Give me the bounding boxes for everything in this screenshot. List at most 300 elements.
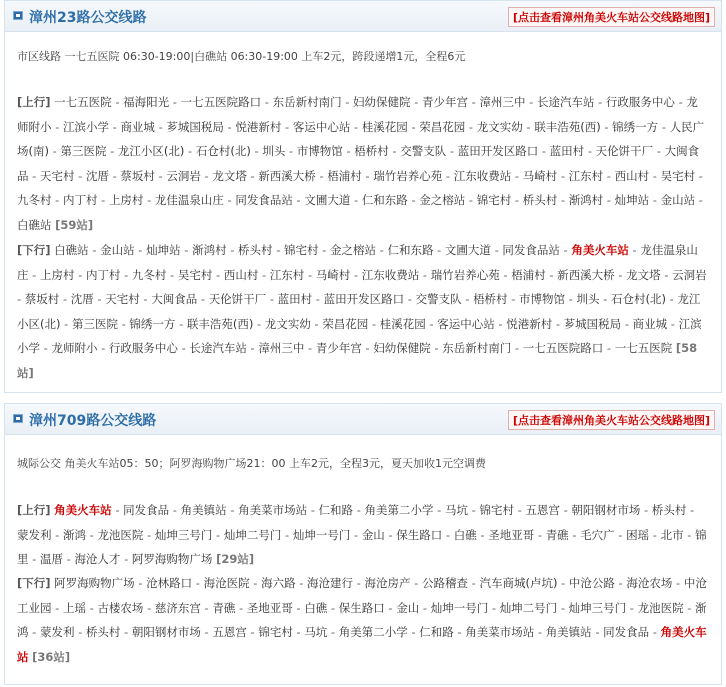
- stop-link[interactable]: 角美镇站: [545, 625, 592, 640]
- stop-separator: -: [410, 95, 423, 109]
- stop-link[interactable]: 龙佳温泉山庄: [17, 243, 698, 282]
- stop-separator: -: [599, 292, 611, 307]
- stop-separator: -: [499, 267, 512, 282]
- stop-link[interactable]: 白礁: [453, 527, 477, 542]
- stop-separator: -: [600, 119, 613, 134]
- stop-link[interactable]: 金山: [396, 600, 420, 615]
- stop-separator: -: [674, 95, 687, 109]
- stop-link[interactable]: 五恩宫: [525, 503, 560, 517]
- stop-link[interactable]: 海沧建行: [307, 576, 354, 590]
- stop-link[interactable]: 吴宅村: [177, 267, 213, 282]
- stop-separator: -: [538, 144, 550, 159]
- stop-link[interactable]: 仁和路: [419, 625, 454, 640]
- stop-link[interactable]: 大闽食品: [151, 292, 198, 307]
- stop-separator: -: [353, 576, 365, 590]
- stop-link[interactable]: 梧浦村: [511, 267, 546, 282]
- stop-link[interactable]: 龙江小区(北): [17, 292, 701, 331]
- stop-separator: -: [660, 267, 673, 282]
- stop-link[interactable]: 朝阳钢材市场: [571, 503, 641, 517]
- stop-separator: -: [534, 527, 546, 542]
- route-23-map-link[interactable]: [点击查看漳州角美火车站公交线路地图]: [508, 7, 715, 27]
- stop-link[interactable]: 石仓村(北): [195, 144, 251, 159]
- stop-separator: -: [134, 243, 147, 257]
- stop-link[interactable]: 角美火车站: [571, 243, 629, 257]
- stop-link[interactable]: 马崎村: [522, 168, 558, 183]
- stop-link[interactable]: 保生路口: [338, 600, 385, 615]
- stop-link[interactable]: 锦宅村: [476, 193, 512, 208]
- stop-link[interactable]: 金山: [361, 527, 385, 542]
- stop-separator: -: [559, 503, 572, 517]
- stop-separator: -: [342, 144, 355, 159]
- stop-separator: -: [108, 168, 121, 183]
- stop-link[interactable]: 仁和路: [318, 503, 354, 517]
- stop-link[interactable]: 上房村: [108, 193, 144, 208]
- stop-separator: -: [60, 316, 72, 331]
- stop-link[interactable]: 桥头村: [85, 625, 121, 640]
- stop-separator: -: [407, 625, 420, 640]
- stop-link[interactable]: 江东村: [269, 267, 305, 282]
- stop-link[interactable]: 内丁村: [62, 193, 98, 208]
- stop-link[interactable]: 角美第二小学: [364, 503, 434, 517]
- stop-link[interactable]: 江东收费站: [361, 267, 420, 282]
- stop-link[interactable]: 蓝田村: [549, 144, 585, 159]
- stop-separator: -: [223, 119, 236, 134]
- stop-link[interactable]: 角美菜市场站: [465, 625, 535, 640]
- stop-link[interactable]: 海沧农场: [626, 576, 673, 590]
- stop-link[interactable]: 长途汽车站: [536, 95, 595, 109]
- stop-link[interactable]: 一七五医院: [614, 341, 673, 356]
- stop-link[interactable]: 一七五医院路口: [180, 95, 262, 109]
- stop-link[interactable]: 海六路: [261, 576, 296, 590]
- stop-link[interactable]: 同发食品: [123, 503, 170, 517]
- stop-separator: -: [154, 119, 167, 134]
- stop-separator: -: [180, 243, 193, 257]
- stop-separator: -: [557, 193, 569, 208]
- stop-link[interactable]: 仁和东路: [361, 193, 408, 208]
- stop-link[interactable]: 灿坤一号门: [292, 527, 351, 542]
- stop-link[interactable]: 龙文塔: [626, 267, 661, 282]
- stop-link[interactable]: 沈厝: [85, 168, 109, 183]
- stop-link[interactable]: 金之榕站: [329, 243, 376, 257]
- stop-separator: -: [686, 503, 695, 517]
- stop-separator: -: [292, 193, 305, 208]
- stop-link[interactable]: 白礁站: [17, 217, 52, 232]
- stop-link[interactable]: 同发食品站: [502, 243, 560, 257]
- stop-link[interactable]: 海沧医院: [203, 576, 250, 590]
- stop-link[interactable]: 中沧工业园: [17, 576, 707, 615]
- stop-separator: -: [453, 625, 466, 640]
- stop-link[interactable]: 妇幼保健院: [373, 341, 431, 356]
- stop-link[interactable]: 妇幼保健院: [353, 95, 411, 109]
- stop-link[interactable]: 云洞岩: [166, 168, 201, 183]
- stop-link[interactable]: 金之榕站: [419, 193, 466, 208]
- stop-link[interactable]: 圳头: [262, 144, 286, 159]
- stop-link[interactable]: 联丰浩苑(西): [186, 316, 254, 331]
- stop-separator: -: [175, 316, 187, 331]
- stop-link[interactable]: 毛穴广: [580, 527, 615, 542]
- stop-link[interactable]: 灿坤一号门: [430, 600, 489, 615]
- stop-link[interactable]: 白礁站: [54, 243, 89, 257]
- stop-link[interactable]: 中沧公路: [568, 576, 615, 590]
- stop-link[interactable]: 北市: [660, 527, 684, 542]
- stop-link[interactable]: 蓝田开发区路口: [457, 144, 539, 159]
- stop-link[interactable]: 瑞竹岩养心苑: [430, 267, 500, 282]
- stop-link[interactable]: 市博物馆: [296, 144, 343, 159]
- stop-separator: -: [614, 267, 627, 282]
- stop-link[interactable]: 马崎村: [315, 267, 351, 282]
- stop-link[interactable]: 蔡坂村: [120, 168, 155, 183]
- stop-link[interactable]: 保生路口: [396, 527, 443, 542]
- stop-separator: -: [507, 292, 520, 307]
- stop-separator: -: [93, 292, 106, 307]
- stop-link[interactable]: 青礁: [212, 600, 236, 615]
- stop-link[interactable]: 沈厝: [70, 292, 94, 307]
- stop-separator: -: [350, 527, 362, 542]
- stop-link[interactable]: 青礁: [545, 527, 569, 542]
- stop-separator: -: [350, 193, 362, 208]
- stop-link[interactable]: 角美镇站: [180, 503, 227, 517]
- stop-link[interactable]: 蓝田村: [277, 292, 313, 307]
- stop-link[interactable]: 古楼农场: [97, 600, 144, 615]
- stop-separator: -: [683, 527, 696, 542]
- stop-link[interactable]: 蓝田开发区路口: [323, 292, 405, 307]
- stop-separator: -: [235, 600, 247, 615]
- stop-link[interactable]: 马坑: [444, 503, 468, 517]
- stop-link[interactable]: 灿坤站: [146, 243, 181, 257]
- stop-link[interactable]: 文圃大道: [444, 243, 491, 257]
- stop-link[interactable]: 困瑶: [626, 527, 650, 542]
- stop-link[interactable]: 金山站: [100, 243, 135, 257]
- stop-link[interactable]: 上房村: [39, 267, 75, 282]
- stop-link[interactable]: 九冬村: [131, 267, 167, 282]
- stop-separator: -: [226, 243, 239, 257]
- stop-link[interactable]: 渐鸿村: [192, 243, 227, 257]
- route-709-up: [17, 498, 707, 572]
- stop-link[interactable]: 江滨小学: [17, 316, 702, 356]
- stop-link[interactable]: 角美火车站: [17, 625, 707, 664]
- stop-separator: -: [28, 625, 40, 640]
- stop-separator: -: [488, 600, 500, 615]
- direction-label: [上行]: [17, 95, 51, 109]
- stop-link[interactable]: 朝阳钢材市场: [131, 625, 201, 640]
- stop-link[interactable]: 龙文实幼: [264, 316, 311, 331]
- route-709-panel: [4, 403, 722, 685]
- stop-separator: -: [446, 144, 458, 159]
- stop-link[interactable]: 锦里: [17, 527, 707, 567]
- stop-separator: -: [419, 267, 431, 282]
- stop-link[interactable]: 市博物馆: [519, 292, 566, 307]
- stop-separator: -: [246, 625, 259, 640]
- stop-separator: -: [312, 292, 324, 307]
- stop-link[interactable]: 新西溪大桥: [258, 168, 316, 183]
- stop-separator: -: [166, 267, 178, 282]
- stop-separator: -: [285, 144, 297, 159]
- stop-link[interactable]: 锦绣一方: [612, 119, 659, 134]
- stop-link[interactable]: 吴宅村: [660, 168, 696, 183]
- stop-link[interactable]: 梧桥村: [473, 292, 508, 307]
- stop-count: [36站]: [32, 649, 71, 664]
- stop-link[interactable]: 交警支队: [400, 144, 447, 159]
- stop-link[interactable]: 西山村: [223, 267, 259, 282]
- stop-link[interactable]: 蒙发利: [17, 527, 52, 542]
- stop-link[interactable]: 悦港新村: [235, 119, 282, 134]
- stop-separator: -: [557, 600, 569, 615]
- bullet-icon: [13, 11, 23, 20]
- stop-separator: -: [292, 625, 305, 640]
- stop-separator: -: [266, 292, 278, 307]
- stop-separator: -: [212, 527, 224, 542]
- stop-separator: -: [649, 527, 661, 542]
- stop-link[interactable]: 海沧人才: [74, 552, 121, 567]
- stop-link[interactable]: 联丰浩苑(西): [534, 119, 601, 134]
- stop-separator: -: [361, 168, 374, 183]
- stop-link[interactable]: 江滨小学: [62, 119, 109, 134]
- stop-link[interactable]: 人民广场(南): [17, 119, 705, 159]
- stop-link[interactable]: 漳州三中: [258, 341, 305, 356]
- stop-separator: -: [534, 625, 546, 640]
- stop-link[interactable]: 荣昌花园: [419, 119, 466, 134]
- route-23-title[interactable]: 漳州23路公交线路: [29, 10, 147, 26]
- stop-separator: -: [261, 95, 273, 109]
- stop-separator: -: [74, 625, 86, 640]
- stop-separator: -: [628, 243, 641, 257]
- stop-link[interactable]: 桥头村: [522, 193, 558, 208]
- stop-link[interactable]: 一七五医院: [54, 95, 112, 109]
- stop-link[interactable]: 龙师附小: [51, 341, 98, 356]
- stop-link[interactable]: 福海阳光: [123, 95, 170, 109]
- stop-separator: -: [51, 527, 63, 542]
- stop-link[interactable]: 行政服务中心: [108, 341, 178, 356]
- stop-link[interactable]: 锦宅村: [258, 625, 293, 640]
- stop-link[interactable]: 蒙发利: [39, 625, 75, 640]
- stop-link[interactable]: 海沧房产: [364, 576, 411, 590]
- stop-link[interactable]: 仁和东路: [387, 243, 434, 257]
- stop-link[interactable]: 同发食品: [603, 625, 650, 640]
- stop-separator: -: [442, 168, 454, 183]
- stop-link[interactable]: 一七五医院路口: [522, 341, 604, 356]
- stop-link[interactable]: 天宅村: [39, 168, 75, 183]
- stop-link[interactable]: 沧林路口: [146, 576, 193, 590]
- stop-link[interactable]: 九冬村: [17, 193, 52, 208]
- stop-link[interactable]: 角美第二小学: [338, 625, 408, 640]
- stop-link[interactable]: 温厝: [39, 552, 63, 567]
- stop-link[interactable]: 龙佳温泉山庄: [154, 193, 224, 208]
- stop-separator: -: [603, 193, 615, 208]
- stop-link[interactable]: 荣昌花园: [322, 316, 369, 331]
- stop-link[interactable]: 东岳新村南门: [272, 95, 342, 109]
- stop-link[interactable]: 龙池医院: [97, 527, 144, 542]
- route-709-map-link[interactable]: [点击查看漳州角美火车站公交线路地图]: [508, 410, 715, 430]
- stop-separator: -: [350, 267, 362, 282]
- stop-separator: -: [169, 95, 181, 109]
- stop-separator: -: [591, 625, 604, 640]
- stop-separator: -: [467, 503, 480, 517]
- stop-link[interactable]: 西山村: [614, 168, 650, 183]
- stop-link[interactable]: 锦绣一方: [129, 316, 176, 331]
- stop-separator: -: [200, 625, 213, 640]
- stop-link[interactable]: 梧浦村: [327, 168, 362, 183]
- stop-separator: -: [565, 292, 577, 307]
- stop-link[interactable]: 金山站: [660, 193, 696, 208]
- stop-link[interactable]: 第三医院: [71, 316, 118, 331]
- stop-link[interactable]: 桂溪花园: [379, 316, 426, 331]
- stop-separator: -: [410, 576, 422, 590]
- stop-link[interactable]: 阿罗海购物广场: [131, 552, 213, 567]
- stop-separator: -: [545, 267, 558, 282]
- stop-link[interactable]: 大闽食品: [17, 144, 700, 183]
- stop-link[interactable]: 龙师附小: [17, 95, 698, 134]
- stop-link[interactable]: 公路稽查: [421, 576, 468, 590]
- stop-link[interactable]: 锦宅村: [479, 503, 514, 517]
- stop-link[interactable]: 同发食品站: [235, 193, 293, 208]
- stop-link[interactable]: 新西溪大桥: [557, 267, 615, 282]
- stop-separator: -: [525, 95, 537, 109]
- stop-separator: -: [246, 341, 259, 356]
- stop-separator: -: [568, 527, 581, 542]
- stop-separator: -: [120, 625, 132, 640]
- stop-link[interactable]: 天伦饼干厂: [595, 144, 654, 159]
- stop-link[interactable]: 客运中心站: [292, 119, 351, 134]
- route-23-info: 市区线路 一七五医院 06:30-19:00|白礁站 06:30-19:00 上车2元，跨段递增1元，全程6元: [17, 50, 466, 63]
- stop-separator: -: [353, 503, 365, 517]
- stop-link[interactable]: 东岳新村南门: [442, 341, 512, 356]
- stop-separator: -: [59, 292, 71, 307]
- stop-separator: -: [200, 600, 213, 615]
- stop-link[interactable]: 龙文实幼: [476, 119, 523, 134]
- stop-separator: -: [134, 576, 147, 590]
- stop-separator: -: [249, 576, 262, 590]
- stop-separator: -: [292, 600, 305, 615]
- stop-link[interactable]: 长途汽车站: [189, 341, 247, 356]
- stop-separator: -: [430, 341, 443, 356]
- stop-separator: -: [111, 503, 124, 517]
- stop-link[interactable]: 角美火车站: [54, 503, 112, 517]
- stop-link[interactable]: 渐鸿村: [568, 193, 604, 208]
- stop-separator: -: [212, 267, 224, 282]
- stop-link[interactable]: 桥头村: [651, 503, 687, 517]
- stop-separator: -: [425, 316, 438, 331]
- stop-link[interactable]: 悦港新村: [506, 316, 553, 331]
- stop-separator: -: [143, 600, 155, 615]
- stop-link[interactable]: 龙池医院: [637, 600, 684, 615]
- stop-link[interactable]: 江东村: [568, 168, 604, 183]
- stop-link[interactable]: 蔡坂村: [24, 292, 60, 307]
- stop-separator: -: [327, 600, 339, 615]
- stop-link[interactable]: 灿坤三号门: [154, 527, 213, 542]
- stop-separator: -: [304, 341, 316, 356]
- stop-separator: -: [467, 576, 480, 590]
- stop-link[interactable]: 江东收费站: [453, 168, 512, 183]
- stop-separator: -: [621, 316, 633, 331]
- stop-link[interactable]: 角美菜市场站: [238, 503, 308, 517]
- stop-separator: -: [603, 168, 615, 183]
- stop-link[interactable]: 商业城: [120, 119, 155, 134]
- stop-separator: -: [476, 527, 489, 542]
- stop-link[interactable]: 内丁村: [85, 267, 121, 282]
- stop-link[interactable]: 龙文塔: [212, 168, 247, 183]
- stop-separator: -: [672, 576, 684, 590]
- stop-link[interactable]: 客运中心站: [437, 316, 495, 331]
- stop-link[interactable]: 圣地亚哥: [488, 527, 535, 542]
- stop-separator: -: [511, 168, 523, 183]
- stop-separator: -: [327, 625, 339, 640]
- stop-link[interactable]: 圣地亚哥: [246, 600, 293, 615]
- stop-separator: -: [584, 144, 596, 159]
- stop-separator: -: [97, 341, 109, 356]
- stop-link[interactable]: 芗城国税局: [166, 119, 224, 134]
- bullet-icon: [13, 414, 23, 423]
- stop-separator: -: [169, 503, 181, 517]
- stop-separator: -: [184, 144, 196, 159]
- stop-link[interactable]: 芗城国税局: [563, 316, 622, 331]
- stop-link[interactable]: 马坑: [304, 625, 328, 640]
- stop-separator: -: [490, 243, 503, 257]
- stop-link[interactable]: 漳州三中: [479, 95, 526, 109]
- stop-link[interactable]: 汽车商城(卢坑): [479, 576, 558, 590]
- stop-separator: -: [108, 119, 121, 134]
- stop-link[interactable]: 龙江小区(北): [117, 144, 185, 159]
- stop-link[interactable]: 阿罗海购物广场: [54, 576, 135, 590]
- stop-link[interactable]: 慈济东宫: [154, 600, 201, 615]
- stop-link[interactable]: 灿坤二号门: [499, 600, 558, 615]
- stop-separator: -: [74, 267, 86, 282]
- stop-separator: -: [375, 243, 388, 257]
- stop-link[interactable]: 交警支队: [415, 292, 462, 307]
- stop-link[interactable]: 渐鸿: [17, 600, 707, 640]
- stop-link[interactable]: 桂溪花园: [361, 119, 408, 134]
- stop-link[interactable]: 渐鸿: [62, 527, 86, 542]
- stop-link[interactable]: 青少年宫: [422, 95, 469, 109]
- stop-link[interactable]: 天伦饼干厂: [208, 292, 267, 307]
- stop-link[interactable]: 灿坤三号门: [568, 600, 627, 615]
- stop-separator: -: [511, 193, 523, 208]
- stop-separator: -: [40, 341, 52, 356]
- stop-link[interactable]: 商业城: [632, 316, 668, 331]
- route-23-panel: [4, 0, 722, 393]
- stop-link[interactable]: 青少年宫: [315, 341, 362, 356]
- direction-label: [上行]: [17, 503, 51, 517]
- stop-separator: -: [62, 552, 75, 567]
- stop-link[interactable]: 上瑶: [62, 600, 86, 615]
- stop-separator: -: [281, 527, 293, 542]
- stop-separator: -: [667, 316, 679, 331]
- stop-link[interactable]: 梧桥村: [354, 144, 389, 159]
- stop-separator: -: [341, 95, 354, 109]
- stop-link[interactable]: 石仓村(北): [610, 292, 666, 307]
- stop-separator: -: [494, 316, 507, 331]
- stop-link[interactable]: 灿坤二号门: [223, 527, 282, 542]
- stop-link[interactable]: 白礁: [304, 600, 328, 615]
- stop-link[interactable]: 圳头: [576, 292, 600, 307]
- stop-link[interactable]: 第三医院: [60, 144, 107, 159]
- stop-separator: -: [626, 600, 638, 615]
- stop-link[interactable]: 灿坤站: [614, 193, 650, 208]
- stop-separator: -: [442, 527, 454, 542]
- route-709-down: [17, 571, 707, 669]
- stop-link[interactable]: 五恩宫: [212, 625, 247, 640]
- stop-link[interactable]: 云洞岩: [672, 267, 707, 282]
- stop-link[interactable]: 桥头村: [238, 243, 273, 257]
- route-709-title[interactable]: 漳州709路公交线路: [29, 413, 157, 429]
- stop-separator: -: [665, 292, 678, 307]
- stop-link[interactable]: 瑞竹岩养心苑: [373, 168, 443, 183]
- stop-link[interactable]: 文圃大道: [304, 193, 351, 208]
- stop-link[interactable]: 锦宅村: [284, 243, 319, 257]
- stop-link[interactable]: 行政服务中心: [605, 95, 675, 109]
- stop-separator: -: [143, 527, 155, 542]
- stop-separator: -: [368, 316, 380, 331]
- stop-link[interactable]: 天宅村: [105, 292, 140, 307]
